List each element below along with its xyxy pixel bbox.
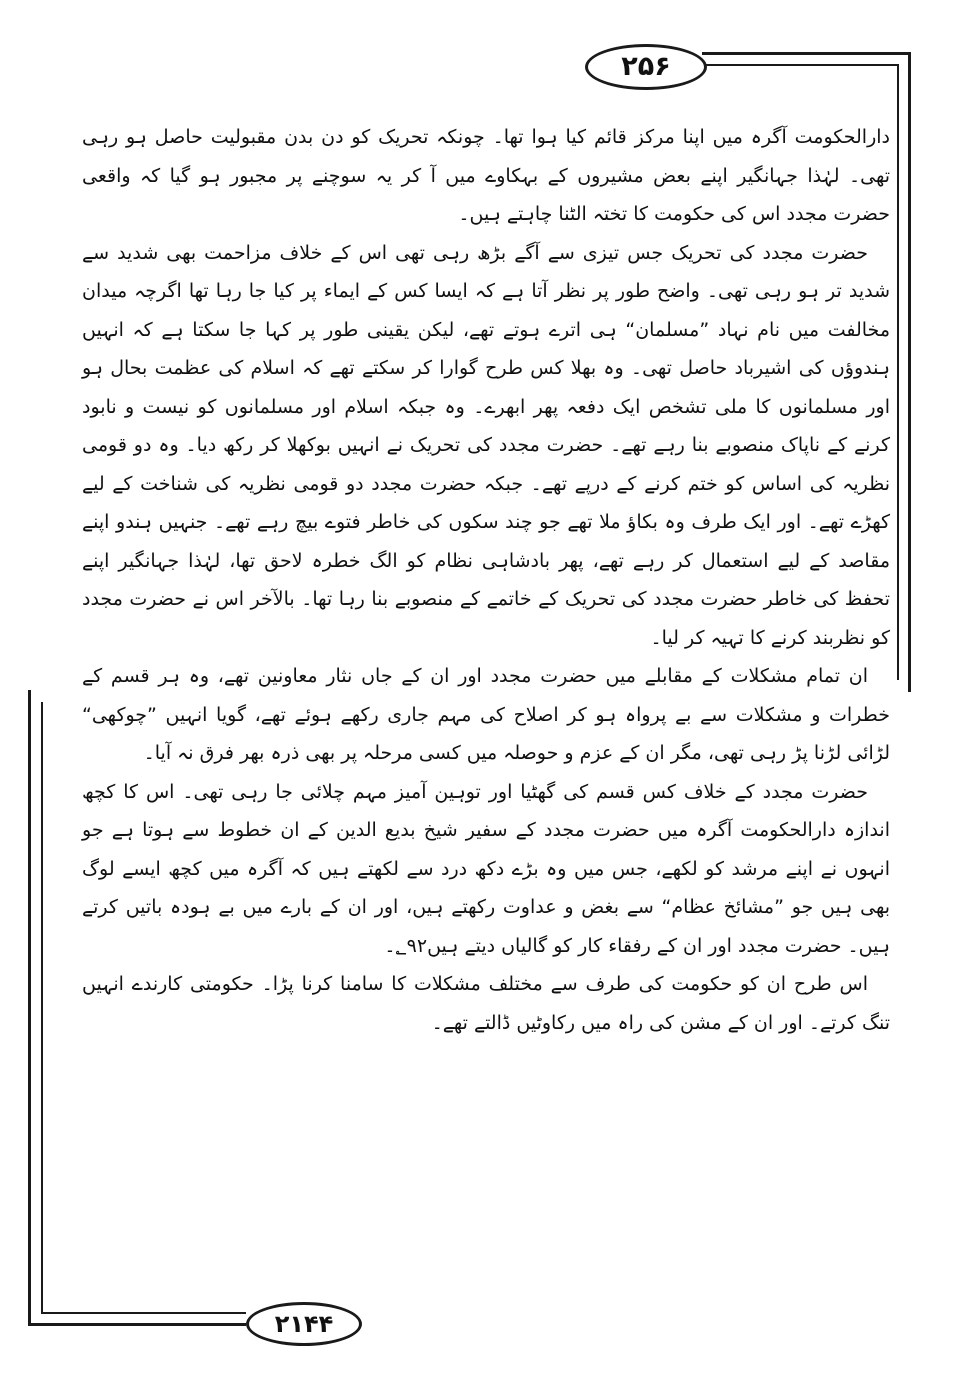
paragraph-5: اس طرح ان کو حکومت کی طرف سے مختلف مشکلات کا سامنا کرنا پڑا۔ حکومتی کارندے انہیں تنگ کرتے۔ اور ان کے مشن کی راہ میں رکاوٹیں ڈالتے تھے۔ [82, 973, 890, 1034]
frame-top-line [702, 52, 910, 55]
frame-bottom-line-inner [41, 1312, 246, 1314]
frame-left-outer-line [28, 690, 31, 1326]
paragraph-1: دارالحکومت آگرہ میں اپنا مرکز قائم کیا ہوا تھا۔ چونکہ تحریک کو دن بدن مقبولیت حاصل ہو رہی تھی۔ لہٰذا جہانگیر اپنے بعض مشیروں کے بہکاوے میں آ کر یہ سوچنے پر مجبور ہو گیا کہ واقعی حضرت مجدد اس کی حکومت کا تختہ الٹنا چاہتے ہیں۔ [82, 126, 890, 225]
frame-right-inner-line [897, 64, 899, 680]
page-number-top: ۲۵۶ [585, 44, 707, 90]
document-body [82, 118, 890, 1042]
frame-right-outer-line [908, 52, 911, 692]
frame-left-inner-line [41, 702, 43, 1314]
paragraph-3: ان تمام مشکلات کے مقابلے میں حضرت مجدد اور ان کے جاں نثار معاونین تھے، وہ ہر قسم کے خطرات و مشکلات سے بے پرواہ ہو کر اصلاح کی مہم جاری رکھے ہوئے تھے، گویا انہیں ”چوکھی“ لڑائی لڑنا پڑ رہی تھی، مگر ان کے عزم و حوصلہ میں کسی مرحلہ پر بھی ذرہ بھر فرق نہ آیا۔ [82, 665, 890, 764]
paragraph-4: حضرت مجدد کے خلاف کس قسم کی گھٹیا اور توہین آمیز مہم چلائی جا رہی تھی۔ اس کا کچھ اندازہ دارالحکومت آگرہ میں حضرت مجدد کے سفیر شیخ بدیع الدین کے ان خطوط سے ہوتا ہے جو انہوں نے اپنے مرشد کو لکھے، جس میں وہ بڑے دکھ درد سے لکھتے ہیں کہ آگرہ میں کچھ ایسے لوگ بھی ہیں جو ”مشائخ عظام“ سے بغض و عداوت رکھتے ہیں، اور ان کے بارے میں بے ہودہ باتیں کرتے ہیں۔ حضرت مجدد اور ان کے رفقاء کار کو گالیاں دیتے ہیں؂۹۲۔ [82, 780, 890, 957]
page-number-bottom: ۲۱۴۴ [246, 1302, 362, 1346]
frame-top-line-inner [702, 64, 898, 66]
frame-bottom-line [28, 1323, 246, 1326]
paragraph-2: حضرت مجدد کی تحریک جس تیزی سے آگے بڑھ رہی تھی اس کے خلاف مزاحمت بھی شدید سے شدید تر ہو رہی تھی۔ واضح طور پر نظر آتا ہے کہ ایسا کس کے ایماء پر کیا جا رہا تھا اگرچہ میدان مخالفت میں نام نہاد ”مسلمان“ ہی اترے ہوتے تھے، لیکن یقینی طور پر کہا جا سکتا ہے کہ انہیں ہندوؤں کی اشیرباد حاصل تھی۔ وہ بھلا کس طرح گوارا کر سکتے تھے کہ اسلام کی عظمت بحال ہو اور مسلمانوں کا ملی تشخص ایک دفعہ پھر ابھرے۔ وہ جبکہ اسلام اور مسلمانوں کو نیست و نابود کرنے کے ناپاک منصوبے بنا رہے تھے۔ حضرت مجدد کی تحریک نے انہیں بوکھلا کر رکھ دیا۔ وہ دو قومی نظریہ کی اساس کو ختم کرنے کے درپے تھے۔ جبکہ حضرت مجدد دو قومی نظریہ کی شناخت کے لیے کھڑے تھے۔ اور ایک طرف وہ بکاؤ ملا تھے جو چند سکوں کی خاطر فتوے بیچ رہے تھے۔ جنہیں ہندو اپنے مقاصد کے لیے استعمال کر رہے تھے، پھر بادشاہی نظام کو الگ خطرہ لاحق تھا، لہٰذا جہانگیر اپنے تحفظ کی خاطر حضرت مجدد کی تحریک کے خاتمے کے منصوبے بنا رہا تھا۔ بالآخر اس نے حضرت مجدد کو نظربند کرنے کا تہیہ کر لیا۔ [82, 241, 890, 649]
